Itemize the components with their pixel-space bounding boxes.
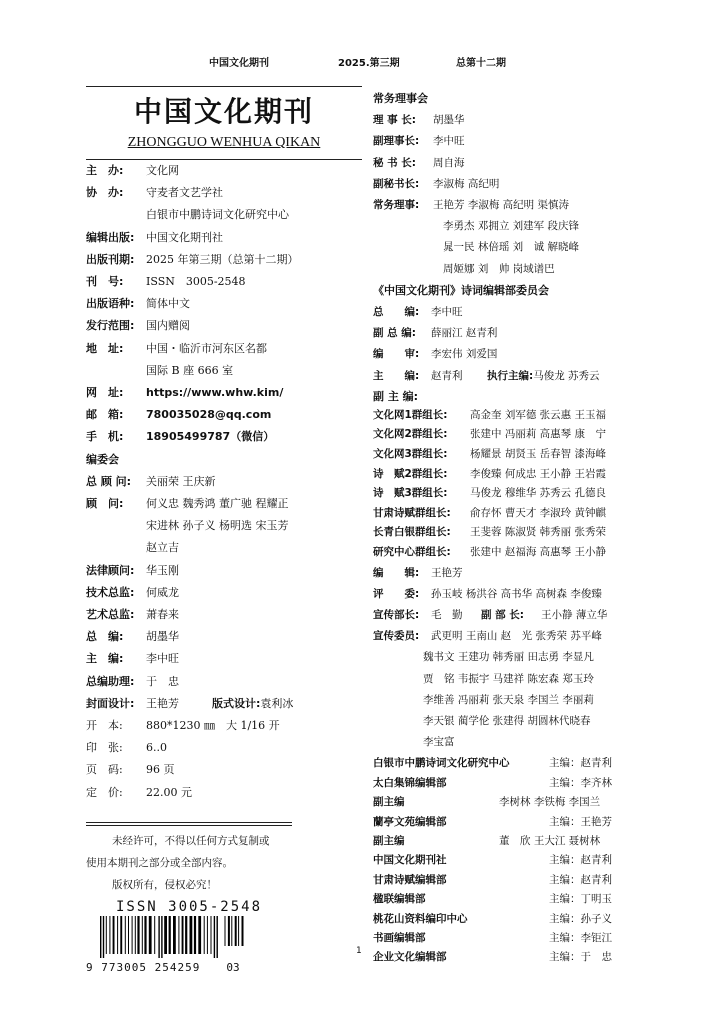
barcode-bar [214, 916, 215, 958]
info-label [86, 360, 146, 382]
barcode-bars [86, 914, 336, 958]
committee-label [86, 515, 146, 537]
barcode-bar [207, 916, 208, 954]
standing-value: 李中旺 [433, 135, 465, 148]
unit-name: 书画编辑部 [373, 932, 426, 945]
group-row [373, 523, 673, 543]
unit-name: 楹联编辑部 [373, 893, 426, 906]
group-label: 甘肃诗赋群组长: [373, 506, 451, 519]
committee-label: 技术总监: [86, 585, 135, 599]
poetry-list [373, 302, 673, 366]
standing-value: 周自海 [433, 156, 465, 169]
barcode-bar [120, 916, 122, 954]
committee-value: 何威龙 [146, 585, 179, 599]
info-row [86, 293, 362, 315]
right-column [373, 88, 673, 968]
design-row [86, 693, 362, 715]
info-label: 手 机: [86, 430, 124, 444]
barcode-bar [109, 916, 110, 954]
committee-row [86, 582, 362, 604]
unit-row [373, 929, 673, 948]
poetry-row [373, 323, 673, 344]
standing-label: 秘 书 长: [373, 156, 417, 169]
layout-value: 袁利冰 [260, 696, 294, 710]
info-row [86, 426, 362, 448]
barcode-bar [185, 916, 187, 954]
info-value: 国际 B 座 666 室 [146, 363, 234, 377]
member-row [373, 626, 673, 647]
header-issue: 2025.第三期 [338, 58, 400, 69]
spec-list [86, 715, 362, 804]
barcode-bar [190, 916, 193, 954]
unit-name: 白银市中鹏诗词文化研究中心 [373, 757, 510, 770]
group-row [373, 543, 673, 563]
committee-value: 萧春来 [146, 608, 179, 622]
committee-value: 李中旺 [146, 652, 179, 666]
committee-label: 总编助理: [86, 674, 135, 688]
standing-value: 李淑梅 高纪明 [433, 177, 500, 190]
member-value: 武更明 王南山 赵 光 张秀荣 苏平峰 [431, 630, 602, 643]
info-label: 协 办: [86, 186, 124, 200]
barcode-number: 9 773005 254259 [86, 960, 201, 974]
committee-value: 关丽荣 王庆新 [146, 474, 216, 488]
copyright-line1: 未经许可，不得以任何方式复制或 [112, 834, 270, 847]
member-extra-line: 魏书文 王建功 韩秀丽 田志勇 李显凡 [423, 651, 594, 664]
committee-value: 于 忠 [146, 674, 179, 688]
group-row [373, 484, 673, 504]
barcode-bar [132, 916, 133, 954]
unit-row [373, 754, 673, 773]
info-label: 出版语种: [86, 297, 135, 311]
committee-label: 顾 问: [86, 497, 124, 511]
standing-row [373, 110, 673, 131]
barcode-bar [154, 916, 155, 954]
spec-row [86, 759, 362, 781]
barcode-bar [137, 916, 139, 954]
committee-label: 总 顾 问: [86, 474, 132, 488]
committee-value: 赵立吉 [146, 541, 179, 555]
committee-value: 华玉刚 [146, 563, 179, 577]
unit-value: 主编：赵青利 [549, 873, 612, 886]
info-row [86, 182, 362, 204]
committee-label [86, 537, 146, 559]
info-label: 主 办: [86, 164, 124, 177]
cover-value: 王艳芳 [146, 696, 179, 710]
page-number: 1 [356, 946, 362, 956]
committee-label: 主 编: [86, 652, 124, 666]
info-value: 国内赠阅 [146, 319, 190, 333]
barcode-bar [204, 916, 205, 954]
group-label: 研究中心群组长: [373, 546, 451, 558]
editor-label: 编 辑: [373, 566, 420, 579]
unit-row [373, 813, 673, 832]
committee-heading: 编委会 [86, 452, 119, 466]
spec-label: 定 价: [86, 785, 123, 799]
poetry-label: 副 总 编: [373, 327, 417, 340]
committee-row [86, 604, 362, 626]
standing-label: 副理事长: [373, 135, 420, 148]
spec-label: 开 本: [86, 719, 123, 733]
review-row [373, 584, 673, 605]
barcode-bar [217, 916, 218, 958]
barcode-bar [117, 916, 118, 954]
standing-list [373, 110, 673, 216]
barcode-bar [164, 916, 167, 954]
chief-value: 赵青利 [431, 369, 463, 382]
committee-row [86, 471, 362, 493]
exec-label: 执行主编: [487, 369, 534, 382]
barcode-bar [235, 916, 237, 946]
info-value: 2025 年第三期（总第十二期） [146, 252, 299, 266]
barcode-bar [238, 916, 239, 946]
header-journal: 中国文化期刊 [209, 58, 269, 69]
review-label: 评 委: [373, 587, 420, 600]
group-row [373, 406, 673, 426]
barcode-bar [106, 916, 107, 954]
barcode-bar [225, 916, 226, 946]
info-value: ISSN 3005-2548 [146, 275, 246, 289]
info-label: 网 址: [86, 386, 124, 400]
chief-editor-row [373, 366, 673, 387]
spec-value: 6..0 [146, 741, 167, 755]
masthead-title: 中国文化期刊 [133, 95, 314, 128]
info-value: 780035028@qq.com [146, 408, 272, 422]
standing-extra-line: 晁一民 林倍瑶 刘 诚 解晓峰 [443, 241, 580, 254]
standing-row [373, 174, 673, 195]
barcode-bar [182, 916, 184, 954]
cover-label: 封面设计: [86, 696, 135, 710]
info-label [86, 204, 146, 226]
info-row [86, 404, 362, 426]
standing-label: 副秘书长: [373, 177, 420, 190]
info-row [86, 204, 362, 226]
barcode-bar [113, 916, 115, 954]
group-value: 王斐蓉 陈淑贤 韩秀丽 张秀荣 [470, 526, 607, 539]
committee-value: 宋进林 孙子义 杨明选 宋玉芳 [146, 519, 289, 533]
spec-row [86, 782, 362, 804]
info-label: 刊 号: [86, 275, 124, 289]
barcode-bar [242, 916, 244, 946]
copyright-line2: 使用本期刊之部分或全部内容。 [86, 856, 233, 869]
info-row [86, 382, 362, 404]
barcode-bar [178, 916, 179, 954]
spec-label: 印 张: [86, 741, 123, 755]
member-extra [373, 647, 673, 753]
barcode-bar [149, 916, 152, 954]
committee-row [86, 493, 362, 515]
group-list [373, 406, 673, 563]
barcode-bar [128, 916, 129, 954]
group-row [373, 465, 673, 485]
spec-value: 880*1230 ㎜ 大 1/16 开 [146, 719, 280, 733]
info-value: 白银市中鹏诗词文化研究中心 [146, 208, 289, 222]
barcode-bar [103, 916, 104, 958]
propaganda-row [373, 605, 673, 626]
unit-list [373, 754, 673, 967]
unit-name: 太白集锦编辑部 [373, 776, 447, 789]
deputy-heading: 副 主 编: [373, 389, 419, 403]
unit-value: 主编：丁明玉 [549, 893, 612, 906]
standing-row [373, 131, 673, 152]
barcode-bar [158, 916, 159, 958]
standing-label: 理 事 长: [373, 114, 417, 127]
group-label: 文化网3群组长: [373, 448, 448, 461]
exec-value: 马俊龙 苏秀云 [533, 369, 600, 382]
info-row [86, 315, 362, 337]
masthead-pinyin: ZHONGGUO WENHUA QIKAN [127, 135, 321, 150]
committee-value: 何义忠 魏秀鸿 董广驰 程耀正 [146, 497, 289, 511]
unit-value: 主编：李齐林 [549, 776, 612, 789]
unit-row [373, 851, 673, 870]
info-label: 出版刊期: [86, 252, 135, 266]
info-label: 地 址: [86, 341, 124, 355]
publication-info [86, 160, 362, 449]
info-value: 中国文化期刊社 [146, 230, 223, 244]
poetry-row [373, 344, 673, 365]
member-extra-line: 贾 铭 韦振宇 马建祥 陈宏森 郑玉玲 [423, 672, 594, 685]
standing-heading: 常务理事会 [373, 92, 428, 105]
header-total-issue: 总第十二期 [456, 58, 506, 69]
unit-row [373, 832, 673, 851]
propaganda-label: 宣传部长: [373, 609, 420, 621]
committee-row [86, 515, 362, 537]
unit-row [373, 774, 673, 793]
copyright-rule [86, 822, 292, 826]
propaganda-deputy-value: 王小静 薄立华 [541, 609, 608, 621]
editor-value: 王艳芳 [431, 566, 463, 579]
propaganda-deputy-label: 副 部 长: [481, 609, 525, 621]
group-value: 马俊龙 穆维华 苏秀云 孔德良 [470, 487, 607, 500]
unit-value: 主编：赵青利 [549, 854, 612, 867]
group-label: 文化网2群组长: [373, 428, 448, 441]
committee-row [86, 626, 362, 648]
unit-value: 主编：赵青利 [549, 757, 612, 770]
spec-row [86, 715, 362, 737]
info-row [86, 360, 362, 382]
committee-label: 艺术总监: [86, 608, 135, 622]
review-value: 孙玉岐 杨洪谷 高书华 高树森 李俊臻 [431, 587, 602, 600]
unit-row [373, 793, 673, 812]
unit-row [373, 948, 673, 967]
top-rule [86, 86, 362, 87]
info-value: 文化网 [146, 164, 179, 177]
committee-label: 总 编: [86, 630, 124, 644]
info-label: 邮 箱: [86, 408, 124, 422]
unit-value: 主编：王艳芳 [549, 815, 612, 828]
spec-value: 96 页 [146, 763, 175, 777]
committee-label: 法律顾问: [86, 563, 135, 577]
poetry-heading: 《中国文化期刊》诗词编辑部委员会 [373, 283, 549, 297]
barcode-bar [231, 916, 232, 946]
committee-value: 胡墨华 [146, 630, 179, 644]
barcode-addon: 03 [226, 960, 240, 974]
group-label: 长青白银群组长: [373, 526, 451, 539]
info-label: 编辑出版: [86, 230, 135, 244]
unit-name: 桃花山资料编印中心 [373, 912, 468, 925]
info-row [86, 271, 362, 293]
group-label: 诗 赋2群组长: [373, 467, 448, 480]
standing-value: 王艳芳 李淑梅 高纪明 渠慎涛 [433, 199, 570, 212]
unit-value: 主编：于 忠 [549, 951, 612, 964]
standing-label: 常务理事: [373, 199, 420, 212]
propaganda-value: 毛 勤 [431, 609, 463, 621]
unit-row [373, 910, 673, 929]
unit-name: 副主编 [373, 796, 405, 809]
barcode-issn: ISSN 3005-2548 [116, 898, 263, 915]
info-row [86, 160, 362, 182]
committee-list [86, 471, 362, 693]
info-value: 中国・临沂市河东区名都 [146, 341, 267, 355]
unit-row [373, 871, 673, 890]
barcode-bar [144, 916, 146, 954]
info-row [86, 227, 362, 249]
left-column [86, 86, 362, 974]
member-extra-line: 李宝富 [423, 736, 455, 749]
poetry-value: 李宏伟 刘爱国 [431, 348, 498, 361]
unit-name: 副主编 [373, 835, 405, 848]
poetry-value: 薛丽江 赵青利 [431, 327, 498, 340]
chief-label: 主 编: [373, 369, 420, 382]
group-value: 张建中 冯丽莉 高惠琴 康 宁 [470, 428, 607, 441]
spec-label: 页 码: [86, 763, 123, 777]
barcode-bar [125, 916, 126, 954]
info-value: 18905499787（微信） [146, 430, 275, 444]
unit-value: 主编：孙子义 [549, 912, 612, 925]
barcode-bar [169, 916, 171, 954]
unit-value: 董 欣 王大江 聂树林 [499, 835, 601, 848]
standing-extra [373, 216, 673, 280]
standing-row [373, 195, 673, 216]
barcode-bar [142, 916, 143, 954]
committee-row [86, 648, 362, 670]
barcode-bar [211, 916, 212, 954]
group-row [373, 425, 673, 445]
barcode-bar [135, 916, 136, 954]
info-row [86, 338, 362, 360]
group-label: 诗 赋3群组长: [373, 487, 448, 500]
standing-extra-line: 李勇杰 邓拥立 刘建军 段庆锋 [443, 220, 580, 233]
poetry-label: 总 编: [373, 306, 420, 319]
committee-row [86, 537, 362, 559]
unit-name: 甘肃诗赋编辑部 [373, 873, 447, 886]
spec-row [86, 737, 362, 759]
group-value: 杨耀景 胡贤玉 岳春智 漆海峰 [470, 448, 607, 461]
group-label: 文化网1群组长: [373, 408, 448, 421]
group-value: 李俊臻 何成忠 王小静 王岩霞 [470, 467, 607, 480]
barcode-bar [198, 916, 201, 954]
member-extra-line: 李天银 蔺学伦 张建得 胡圆林代晓春 [423, 715, 591, 728]
group-value: 张建中 赵福海 高惠琴 王小静 [470, 546, 607, 558]
info-row [86, 249, 362, 271]
layout-label: 版式设计: [212, 696, 261, 710]
group-value: 高金奎 刘军德 张云惠 王玉福 [470, 408, 607, 421]
unit-name: 中国文化期刊社 [373, 854, 447, 867]
group-row [373, 504, 673, 524]
unit-value: 主编：李钜江 [549, 932, 612, 945]
unit-row [373, 890, 673, 909]
info-value: https://www.whw.kim/ [146, 386, 284, 400]
unit-name: 企业文化编辑部 [373, 951, 447, 964]
info-value: 守麦者文艺学社 [146, 186, 223, 200]
member-label: 宣传委员: [373, 630, 420, 643]
barcode-bar [161, 916, 162, 958]
barcode-bar [100, 916, 101, 958]
barcode-bar [228, 916, 230, 946]
group-value: 俞存怀 曹天才 李淑玲 黄钟麒 [470, 506, 607, 519]
poetry-label: 编 审: [373, 348, 420, 361]
standing-row [373, 153, 673, 174]
committee-row [86, 671, 362, 693]
committee-row [86, 560, 362, 582]
member-extra-line: 李维善 冯丽莉 张天泉 李国兰 李丽莉 [423, 693, 594, 706]
standing-extra-line: 周姬娜 刘 帅 岗域谱巴 [443, 262, 555, 275]
copyright-line3: 版权所有，侵权必究！ [112, 878, 217, 891]
poetry-row [373, 302, 673, 323]
barcode-bar [173, 916, 176, 954]
poetry-value: 李中旺 [431, 306, 463, 319]
editor-row [373, 563, 673, 584]
info-value: 简体中文 [146, 297, 190, 311]
barcode [86, 900, 336, 974]
info-label: 发行范围: [86, 319, 135, 333]
unit-name: 蘭亭文苑编辑部 [373, 815, 447, 828]
barcode-bar [194, 916, 196, 954]
unit-value: 李树林 李铁梅 李国兰 [499, 796, 601, 809]
spec-value: 22.00 元 [146, 785, 192, 799]
standing-value: 胡墨华 [433, 114, 465, 127]
group-row [373, 445, 673, 465]
